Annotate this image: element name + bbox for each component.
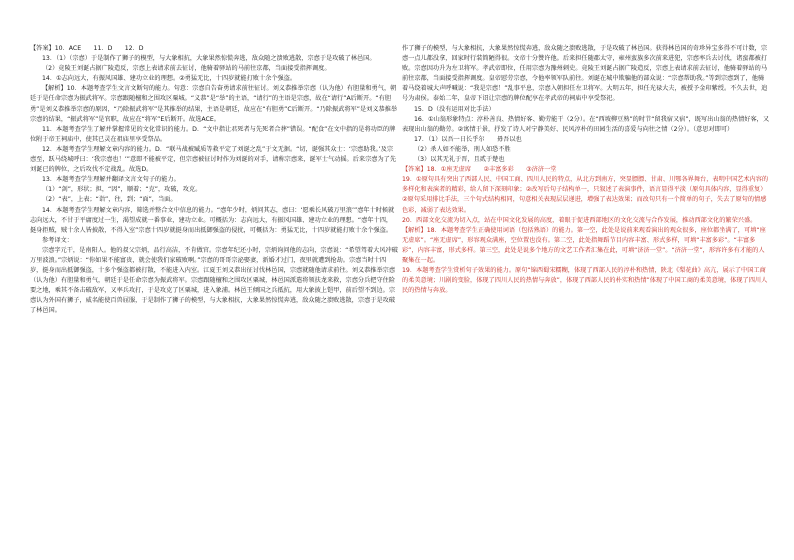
paragraph-p13: 13．本题考查学生理解并翻译文言文句子的能力。 [42, 176, 180, 184]
paragraph-p13b: （2）“表”，上表；“诣”，往，到；“面”，当面。 [42, 196, 177, 204]
paragraph-r19b: ②原句采用排比手法，三个句式结构相同，句意相关表现层层递进，增强了表达效果；而改句只有一个简单的句子，失去了原句的情感色彩，减弱了表达效果。 [402, 196, 767, 214]
paragraph-r17-2: （2）杀人如不能举，刑人如恐不胜 [414, 145, 511, 153]
paragraph-r17-3: （3）以其无礼于晋，且贰于楚也 [414, 156, 505, 164]
paragraph-p13-1: 13．（1）（宗悫）于是制作了狮子的模型，与大象相抗，大象果然惊慌奔逃，敌众随之溃败逃散，宗悫于是攻破了林邑国。 [42, 55, 376, 63]
paragraph-p14: 14．①志向远大，有振风国雄、建功立业的理想。②勇猛无比，十四岁就能打败十余个强盗。 [42, 75, 297, 83]
paragraph-r-jiexi18: 【解析】18．本题考查学生正确使用词语（包括熟语）的能力。第一空，此处是说前来观看演出的观众很多，座位都坐满了，可填“座无虚席”。“座无虚席”，形容观众满座，空位置也没有。第二空，此处指舞蹈节目内容丰富、形式多样，可填“丰富多彩”。“丰富多彩”，内容丰富，形式多样。第三空，此处是说多个地方的文艺工作者汇集在此，可填“济济一堂”。“济济一堂”，形容许多有才能的人聚集在一起。 [402, 226, 766, 264]
paragraph-r17-title: 17．（1）以吾一日长乎尔 毋吾以也 [414, 135, 522, 143]
left-column [30, 44, 398, 317]
paragraph-r15: 15．D（没有运用对比手法） [414, 105, 495, 113]
paragraph-p-jiexi: 【解析】10．本题考查学生文言文断句的能力。句意：宗悫自告奋勇请求前往征讨。刘义恭推举宗悫（认为他）有胆量和勇气，朝廷于是任命宗悫为振武将军。宗悫跟随檀和之围攻区粟城。“义恭”是“举”的主语，“请行”的主语是宗悫，故在“请行”A后断开。“有胆勇”是刘义恭推举宗悫的原因，“乃除振武将军”是其推举的结果，主语是朝廷，故应在“有胆勇”C后断开。“乃除振武将军”是刘义恭推举宗悫的结果，“振武将军”是官职，故应在“将军”E后断开。故选ACE。 [30, 85, 398, 123]
paragraph-p11: 11．本题考查学生了解并掌握常见的文化常识的能力。D．“文中指让君死者与先死者合葬”错误。“配食”在文中指的是将功臣的牌位附于帝王祠庙中，使其已灵在祖庙里享受祭品。 [30, 125, 396, 143]
paragraph-r-cont: 作了狮子的模型，与大象相抗，大象果然惊慌奔逃，敌众随之溃败逃散，于是攻破了林邑国。获得林邑国的奇珍异宝多得不可计数，宗悫一点儿都没拿，回家时行装简陋得很。文帝十分赞许他。后来担任随郡太守，雍州蛮族多次前来进犯，宗悫率兵去讨伐，诸蛮都被打败。宗悫因功升为左卫将军。孝武帝即位，任用宗悫为豫州刺史。竟陵王刘诞占据广陵造反，宗悫上表请求前去征讨，他骑着驿站的马前往京都，当面接受指挥调度。皇帝慰劳宗悫，令他率领军队前往。刘诞在城中欺骗他的部众说：“宗悫帮助我。”等到宗悫到了，他骑着马绕着城大声呼喊说：“我是宗悫！”乱事平息，宗悫入朝担任左卫将军。大明五年，担任光禄大夫，被授予金印紫绶。不久去世，追号为肃侯。泰始二年，皇帝下诏让宗悫的牌位配享在孝武帝的祠庙中享受祭祀。 [402, 45, 768, 103]
right-column [402, 44, 770, 296]
paragraph-r16: 16．①山翁形象特点：淳朴善良、热情好客、勤劳能干（2分）。在“西坡柳豆熟”的时节“留我宿又宿”，既写出山翁的热情好客，又表现出山翁的勤劳。②寓情于景，抒发了诗人对宁静美好、民风淳朴的田园生活的喜爱与向往之情（2分）。（意思对即可） [402, 115, 770, 133]
paragraph-r-19x: 19．本题考查学生赏析句子效果的能力。原句“锦西蜀宋糯糊，体现了西部人民的淳朴和热情，陕北《梨花曲》高亢，展示了中国工商的柔美意境；川剧的变脸，体现了四川人民的热情与奔放”，体现了西部人民的朴实和热情”体现了中国工商的柔美意境，体现了四川人民的热情与奔放。 [402, 267, 768, 295]
paragraph-p12: 12．本题考查学生理解文章内容的能力。D．“联马战被臧质等救平定了刘诞之乱”于文无据。“切，诞强其众士：‘宗悫助我。’及宗悫至，跃马绕城呼曰：‘我宗悫也！’”意即不能被平定，但宗悫被征讨时作为刘诞的对手，请称宗悫来，诞军士气动摇。后来宗悫为了先刘诞已的牌位，之后攻伐不定战乱。故选D。 [30, 145, 397, 174]
paragraph-r20: 20．西部文化交流为切入点，站在中国文化发展的高度，着眼于促进西部地区的文化交流与合作发展，推动西部文化的繁荣兴盛。 [402, 216, 757, 224]
paragraph-p14b: 14．本题考查学生理解文章内容，筛选并整合文中信息的能力。“悫年少时，炳问其志，悫曰：‘愿乘长风破万里浪’”悫年十时候就志向远大，不甘于平庸度过一生，渴望成就一番事业，建功立业。可概括为：志向远大，有振风国雄、建功立业的理想。“悫年十四，挺身拒贼，贼十余人皆披散，不得入室”宗悫十四岁就挺身而出抵御强盗的侵扰，可概括为：勇猛无比，十四岁就能打败十余个强盗。 [30, 206, 395, 234]
paragraph-p13a: （1）“剑”，形状；担，“因”，顺着；“克”，攻破，攻克。 [42, 186, 202, 194]
paragraph-ref-body: 宗悫字元干，是南阳人。他的叔父宗炳，品行高洁，不肯做官。宗悫年纪还小时，宗炳询问他的志向，宗悫说：“希望驾着大风冲破万里波浪。”宗炳说：“你如果不能富贵，就会使我们家破败啊。”宗悫的哥哥宗泌娶妻，新婚才过门，夜里就遭到抢劫。宗悫当时十四岁，挺身而出抵御强盗，十多个强盗都被打散，不能进入内室。江夏王刘义恭出征讨伐林邑国，宗悫就随他请求前往。刘义恭推举宗悫（认为他）有胆量和勇气，朝廷于是任命宗悫为振武将军。宗悫跟随檀和之围攻区粟城，林邑国派遣将领扶龙来救，宗悫分兵把守住险要之地，乘其不备击破敌军，又率兵攻打，于是攻克了区粟城，进入象浦。林邑王倾国之兵抵抗，用大象披上铠甲，前后望不到边。宗悫认为外国有狮子，威名能使百兽屈服，于是制作了狮子的模型，与大象相抗，大象果然惊慌奔逃，敌众随之溃败逃散，宗悫于是攻破了林邑国。 [30, 246, 398, 315]
paragraph-p13-2: （2）竟陵王刘诞占据广陵造反，宗悫上表请求前去征讨，他骑着驿站的马前往京都，当面接受指挥调度。 [42, 65, 331, 73]
paragraph-ref-title: 参考译文： [42, 236, 73, 244]
paragraph-ans-line: 【答案】10．ACE 11．D 12．D [30, 45, 144, 52]
paragraph-r-ans18: 【答案】18．①座无虚席 ②丰富多彩 ③济济一堂 [402, 166, 557, 174]
paragraph-r19: 19．①原句具有突出了西部人民、中国工商、四川人民的特点，从北方到南方，突显膘膘、甘肃、川鄂各界舞台，表明中国艺术内容的多样化和表演者的精彩，给人留下深刻印象；②改写后句子结构单一，只叙述了表演事件，语言显得平淡（原句具体内容，显得重复） [402, 176, 769, 194]
